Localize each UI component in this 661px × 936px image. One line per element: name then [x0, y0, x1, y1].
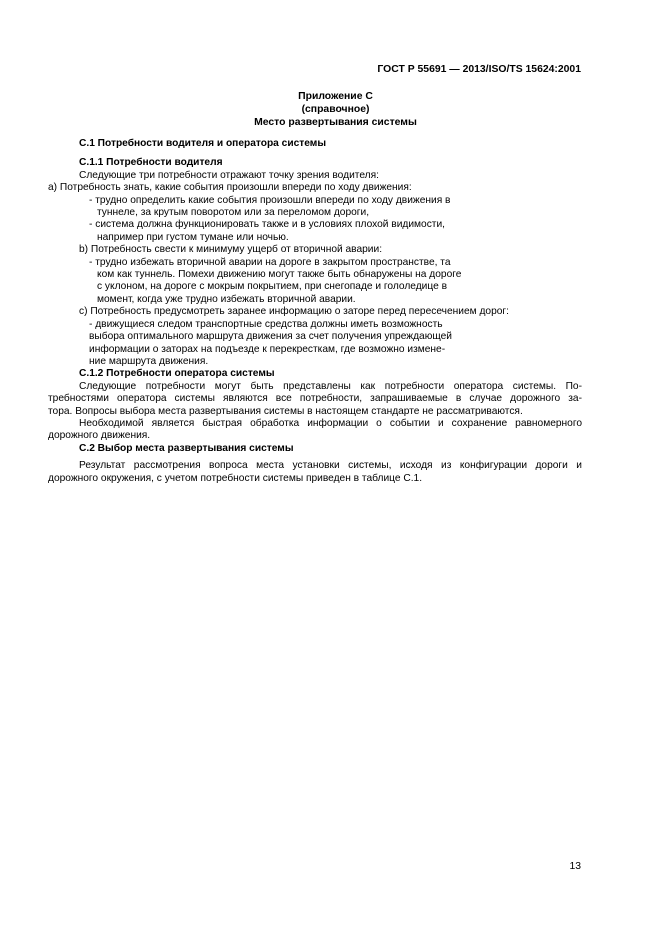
appendix-type: (справочное) — [301, 104, 370, 115]
item-a-sub2-line1: - система должна функционировать также и в условиях плохой видимости, — [89, 219, 445, 231]
c2-para1-line2: дорожного окружения, с учетом потребности системы приведен в таблице С.1. — [48, 472, 423, 484]
item-c-sub1-line1: - движущиеся следом транспортные средства должны иметь возможность — [89, 318, 443, 330]
item-b-sub1-line1: - трудно избежать вторичной аварии на дороге в закрытом пространстве, та — [89, 256, 451, 268]
document-body — [48, 138, 582, 485]
c11-intro: Следующие три потребности отражают точку зрения водителя: — [79, 169, 379, 181]
c2-para1-line1: Результат рассмотрения вопроса места установки системы, исходя из конфигурации дороги и — [79, 460, 582, 472]
item-c-sub1-line2: выбора оптимального маршрута движения за счет получения упреждающей — [89, 331, 452, 343]
item-b-sub1-line2: ком как туннель. Помехи движению могут также быть обнаружены на дороге — [97, 269, 462, 281]
item-b-sub1-line3: с уклоном, на дороге с мокрым покрытием, при снегопаде и гололедице в — [97, 281, 447, 293]
standard-header: ГОСТ Р 55691 — 2013/ISO/TS 15624:2001 — [377, 64, 581, 75]
appendix-title-block — [0, 90, 661, 129]
c12-para1-line3: тора. Вопросы выбора места развертывания системы в настоящем стандарте не рассматриваются. — [48, 405, 523, 417]
item-b-sub1-line4: момент, когда уже трудно избежать вторичной аварии. — [97, 293, 356, 305]
item-a: a) Потребность знать, какие события произошли впереди по ходу движения: — [48, 182, 412, 194]
c12-para1-line2: требностями оператора системы являются все потребности, запрашиваемые в случае дорожного за- — [48, 393, 582, 405]
appendix-title: Место развертывания системы — [254, 117, 417, 128]
section-c2-heading: С.2 Выбор места развертывания системы — [79, 442, 294, 454]
c12-para2-line2: дорожного движения. — [48, 430, 151, 442]
section-c1-heading: С.1 Потребности водителя и оператора системы — [79, 138, 327, 149]
section-c12-heading: С.1.2 Потребности оператора системы — [79, 368, 275, 380]
item-c-sub1-line3: информации о заторах на подъезде к перекресткам, где возможно измене- — [89, 343, 446, 355]
item-a-sub2-line2: например при густом тумане или ночью. — [97, 231, 289, 243]
item-c: c) Потребность предусмотреть заранее информацию о заторе перед пересечением дорог: — [79, 306, 509, 318]
appendix-label: Приложение С — [298, 91, 373, 102]
c12-para2-line1: Необходимой является быстрая обработка информации о событии и сохранение равномерного — [79, 417, 582, 429]
section-c11-heading: С.1.1 Потребности водителя — [79, 157, 223, 169]
c12-para1-line1: Следующие потребности могут быть представлены как потребности оператора системы. По- — [79, 380, 582, 392]
page-number: 13 — [569, 861, 581, 872]
item-c-sub1-line4: ние маршрута движения. — [89, 355, 209, 367]
item-a-sub1-line2: туннеле, за крутым поворотом или за переломом дороги, — [97, 207, 370, 219]
item-b: b) Потребность свести к минимуму ущерб от вторичной аварии: — [79, 244, 383, 256]
item-a-sub1-line1: - трудно определить какие события произошли впереди по ходу движения в — [89, 194, 451, 206]
